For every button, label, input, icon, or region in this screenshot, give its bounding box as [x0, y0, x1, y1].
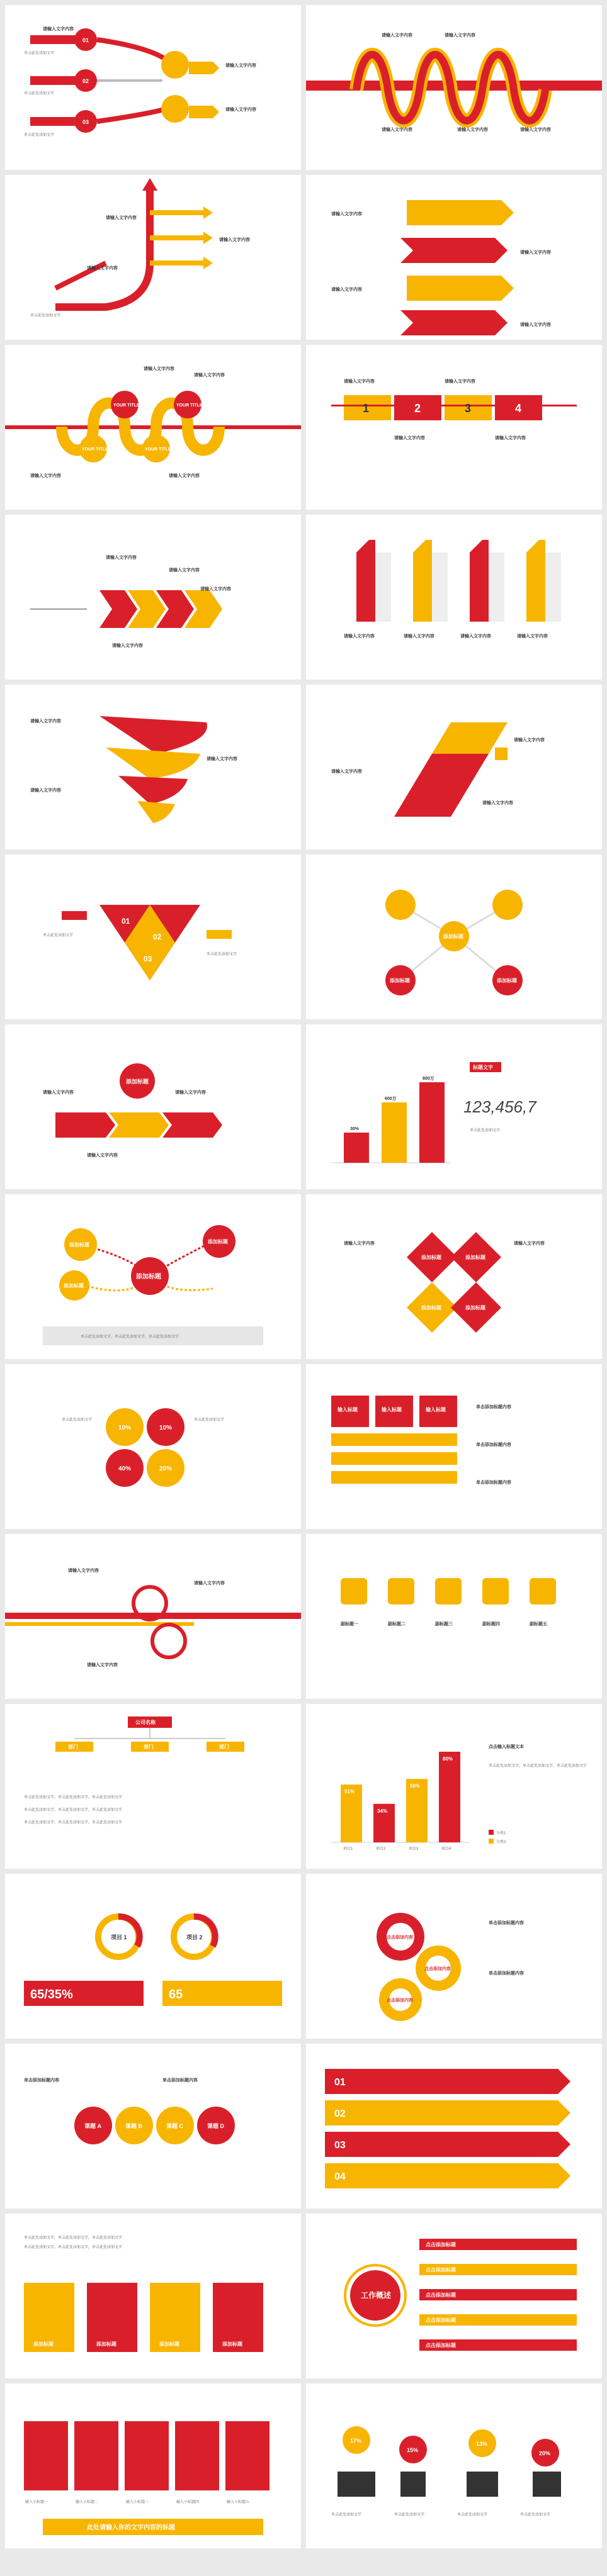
arrow-band-1	[407, 200, 514, 225]
heading-3: 请输入文字内容	[225, 108, 256, 112]
para-2	[413, 754, 489, 785]
arrow-band-2	[400, 238, 508, 263]
add-title-3: 添加标题	[421, 1305, 441, 1311]
add-title-2: 添加标题	[64, 1283, 84, 1289]
label-3: 输入小标题三	[126, 2500, 149, 2504]
body-2: 单击此处添加文字	[207, 953, 237, 956]
tag-1	[356, 540, 375, 622]
heading-4: 请输入文字内容	[517, 634, 548, 639]
slide-2[interactable]	[306, 5, 602, 170]
legend-1: 分类1	[496, 1832, 506, 1835]
num-04: 04	[334, 2171, 346, 2182]
heading-1: 请输入文字内容	[331, 212, 362, 216]
heading-1: 请输入文字内容	[43, 1090, 74, 1095]
input-title-3: 输入标题	[426, 1407, 446, 1413]
num-4: 4	[515, 402, 522, 415]
heading-3: 请输入文字内容	[460, 634, 491, 639]
circle-2	[492, 890, 523, 920]
pct-2: 65	[169, 1988, 183, 2002]
caption-1: 添加标题	[33, 2341, 54, 2347]
heading-1: 请输入文字内容	[344, 1241, 375, 1246]
num-02: 02	[82, 78, 89, 84]
slide-30[interactable]	[306, 2383, 602, 2548]
add-title-2: 添加标题	[465, 1255, 485, 1260]
slide-16[interactable]	[306, 1194, 602, 1359]
bar-4	[439, 1752, 460, 1842]
slide-26[interactable]	[306, 2044, 602, 2209]
bar-label-3: 800万	[423, 1077, 434, 1081]
heading-2: 请输入文字内容	[169, 568, 200, 573]
body-2: 单击此处添加文字	[394, 2513, 425, 2517]
bar-label-1: 51%	[344, 1789, 355, 1795]
device-icon-2	[400, 2472, 426, 2497]
slide-23[interactable]	[5, 1874, 301, 2039]
slide-27[interactable]	[5, 2214, 301, 2378]
bar-3	[419, 1082, 445, 1163]
label-4: 输入小标题四	[176, 2500, 200, 2504]
num-01: 01	[122, 917, 130, 926]
slide-10[interactable]	[306, 685, 602, 849]
bar-2	[382, 1102, 407, 1163]
slide-29[interactable]	[5, 2383, 301, 2548]
tag-3	[470, 540, 489, 622]
heading-3: 请输入文字内容	[87, 1663, 118, 1667]
donut-label-2: 项目 2	[186, 1934, 203, 1940]
slide-25[interactable]	[5, 2044, 301, 2209]
category-3: 项目3	[409, 1847, 419, 1851]
item-1: 副标题一	[341, 1622, 358, 1627]
slide-11[interactable]	[5, 854, 301, 1019]
center-label: 工作概述	[361, 2291, 392, 2300]
heading-1: 请输入文字内容	[30, 719, 61, 724]
item-5: 副标题五	[530, 1622, 547, 1627]
bar-1	[344, 1133, 369, 1163]
band-2	[325, 2100, 570, 2125]
yellow-circle-1	[161, 51, 189, 79]
row-2: 点击添加标题	[426, 2267, 456, 2273]
row-4: 点击添加标题	[426, 2317, 456, 2323]
main-arrow	[55, 188, 150, 307]
heading-1: 单击添加标题内容	[489, 1921, 524, 1925]
heading-1: 请输入文字内容	[68, 1569, 99, 1573]
arrow-band-4	[400, 310, 508, 335]
body-1: 单击此处添加文字	[62, 1418, 93, 1422]
wave-ribbon	[356, 55, 545, 121]
row-3: 点击添加标题	[426, 2292, 456, 2298]
caption-4: 添加标题	[222, 2341, 242, 2347]
category-4: 项目4	[441, 1847, 451, 1851]
body-2: 单击此处添加文字	[194, 1418, 225, 1422]
slide-21[interactable]	[5, 1704, 301, 1869]
slide-17[interactable]	[5, 1364, 301, 1529]
add-title-1: 添加标题	[421, 1255, 441, 1260]
body-3: 单击此处添加文字	[24, 133, 55, 137]
add-title: 添加标题	[126, 1078, 149, 1085]
slide-22[interactable]	[306, 1704, 602, 1869]
heading-2: 请输入文字内容	[514, 1241, 545, 1246]
heading-4: 请输入文字内容	[112, 644, 143, 648]
heading-3: 请输入文字内容	[87, 266, 118, 271]
pct-4: 20%	[159, 1465, 173, 1472]
heading-4: 请输入文字内容	[495, 436, 526, 440]
heading-2: 请输入文字内容	[225, 64, 256, 68]
num-02: 02	[153, 932, 162, 941]
body-3: 单击此处添加文字	[457, 2513, 488, 2517]
body-1: 单击此处添加文字	[24, 52, 55, 55]
pct-4: 20%	[539, 2450, 551, 2456]
body-4: 单击此处添加文字	[520, 2513, 551, 2517]
heading-d: 请输入文字内容	[457, 128, 488, 132]
slide-9[interactable]	[5, 685, 301, 849]
arrow-band-3	[407, 276, 514, 301]
num-2: 2	[414, 402, 421, 415]
body-1: 单击此处添加文字，单击此处添加文字，单击此处添加文字	[24, 1796, 123, 1800]
heading-2: 请输入文字内容	[175, 1090, 206, 1095]
label-2: 单击添加标题内容	[476, 1443, 511, 1447]
heading-3: 请输入文字内容	[30, 788, 61, 793]
legend-2: 分类2	[496, 1840, 506, 1844]
bar-label-1: 30%	[350, 1127, 360, 1131]
label-a: 课题 A	[84, 2123, 102, 2129]
item-2: 副标题二	[388, 1622, 406, 1627]
heading-3: 请输入文字内容	[394, 436, 425, 440]
your-title-2: YOUR TITLE	[176, 403, 203, 408]
bar-label-2: 600万	[385, 1097, 397, 1101]
add-title-4: 添加标题	[465, 1305, 485, 1311]
label-c: 课题 C	[166, 2123, 184, 2129]
label-1: 输入小标题一	[25, 2500, 48, 2504]
slide-4[interactable]	[306, 175, 602, 340]
donut-label-1: 项目 1	[111, 1934, 127, 1940]
body-1: 单击此处添加文字	[43, 934, 74, 938]
slide-5[interactable]	[5, 345, 301, 510]
input-title-2: 输入标题	[382, 1407, 402, 1413]
heading-c: 请输入文字内容	[382, 128, 412, 132]
body-1: 单击此处添加文字	[331, 2513, 362, 2517]
slide-3[interactable]	[5, 175, 301, 340]
label-3: 单击添加标题内容	[476, 1481, 511, 1485]
slide-15[interactable]	[5, 1194, 301, 1359]
slide-7[interactable]	[5, 515, 301, 680]
slide-12[interactable]	[306, 854, 602, 1019]
label-2: 输入小标题二	[76, 2500, 99, 2504]
heading-4: 请输入文字内容	[169, 474, 200, 478]
arrow-2	[109, 1112, 169, 1138]
heading-2: 请输入文字内容	[194, 373, 225, 378]
heading-1: 请输入文字内容	[344, 379, 375, 384]
col-3	[125, 2421, 169, 2490]
pct-2: 10%	[159, 1425, 173, 1431]
heading-3: 请输入文字内容	[331, 288, 362, 292]
heading-1: 请输入文字内容	[344, 634, 375, 639]
funnel-mid	[106, 748, 200, 779]
heading-3: 请输入文字内容	[200, 587, 231, 591]
body-1: 单击此处添加文字，单击此处添加文字，单击此处添加文字	[24, 2236, 123, 2240]
add-title-3: 添加标题	[208, 1239, 228, 1245]
category-2: 项目2	[376, 1847, 386, 1851]
footer-body: 单击此处添加文字，单击此处添加文字，单击此处添加文字	[81, 1335, 179, 1339]
pct-1: 65/35%	[30, 1988, 73, 2002]
big-number: 123,456,7	[463, 1097, 536, 1116]
pct-3: 40%	[118, 1465, 132, 1472]
heading-2: 请输入文字内容	[520, 250, 551, 255]
num-01: 01	[82, 37, 89, 43]
add-title-center: 添加标题	[443, 934, 463, 939]
device-icon-3	[467, 2472, 498, 2497]
heading-2: 请输入文字内容	[207, 757, 237, 761]
label-d: 课题 D	[207, 2123, 225, 2129]
body-3: 单击此处添加文字，单击此处添加文字，单击此处添加文字	[24, 1821, 123, 1825]
heading-3: 请输入文字内容	[87, 1153, 118, 1158]
arrow-1	[55, 1112, 115, 1138]
category-1: 项目1	[343, 1847, 353, 1851]
heading-2: 请输入文字内容	[194, 1581, 225, 1586]
slide-14[interactable]	[306, 1024, 602, 1189]
heading-1: 请输入文字内容	[144, 367, 174, 371]
ring-2	[152, 1625, 185, 1657]
num-03: 03	[144, 955, 152, 963]
slide-18[interactable]	[306, 1364, 602, 1529]
tag-2	[413, 540, 432, 622]
heading-b: 请输入文字内容	[445, 33, 475, 38]
body-1: 单击此处添加文字	[30, 314, 61, 318]
col-5	[225, 2421, 269, 2490]
chart-title: 点击输入标题文本	[489, 1745, 524, 1749]
bar-label-2: 34%	[377, 1808, 388, 1814]
funnel-low	[118, 776, 188, 804]
item-3: 副标题三	[435, 1622, 453, 1627]
heading-2: 请输入文字内容	[219, 238, 250, 242]
heading-1: 请输入文字内容	[106, 556, 137, 560]
row-5: 点击添加标题	[426, 2343, 456, 2348]
pct-1: 10%	[118, 1425, 132, 1431]
gear-text-1: 点击添加内容	[387, 1935, 413, 1940]
input-title-1: 输入标题	[338, 1407, 358, 1413]
num-03: 03	[334, 2140, 346, 2151]
heading-1: 请输入文字内容	[43, 27, 74, 31]
band-1	[325, 2069, 570, 2094]
row-1: 点击添加标题	[426, 2242, 456, 2248]
heading-3: 请输入文字内容	[482, 801, 513, 805]
icon-row	[341, 1578, 556, 1604]
num-3: 3	[465, 402, 472, 415]
pct-1: 17%	[350, 2438, 362, 2444]
body-1: 单击此处添加文字，单击此处添加文字，单击此处添加文字	[489, 1764, 587, 1768]
col-4	[175, 2421, 219, 2490]
body-2: 单击此处添加文字，单击此处添加文字，单击此处添加文字	[24, 1808, 123, 1812]
num-01: 01	[334, 2077, 346, 2088]
tag-label: 标题文字	[473, 1065, 493, 1070]
funnel-top	[99, 716, 207, 754]
funnel-bottom	[137, 801, 175, 823]
caption-2: 添加标题	[96, 2341, 116, 2347]
slide-1[interactable]	[5, 5, 301, 170]
num-1: 1	[363, 402, 370, 415]
para-3	[394, 785, 470, 817]
circle-1	[385, 890, 416, 920]
slide-24[interactable]	[306, 1874, 602, 2039]
heading-2: 请输入文字内容	[404, 634, 434, 639]
slide-28[interactable]	[306, 2214, 602, 2378]
slide-8[interactable]	[306, 515, 602, 680]
your-title-3: YOUR TITLE	[82, 447, 108, 452]
org-title: 公司名称	[135, 1720, 156, 1725]
label-b: 课题 B	[125, 2123, 143, 2129]
add-title-2: 添加标题	[497, 978, 517, 983]
col-2	[74, 2421, 118, 2490]
banner: 此处请输入你的文字内容的标题	[87, 2524, 175, 2531]
caption-3: 添加标题	[159, 2341, 179, 2347]
heading-1: 请输入文字内容	[514, 738, 545, 742]
heading-1: 单击添加标题内容	[24, 2078, 59, 2083]
heading-e: 请输入文字内容	[520, 128, 551, 132]
heading-3: 请输入文字内容	[30, 474, 61, 478]
add-title-1: 添加标题	[69, 1242, 89, 1248]
heading-1: 请输入文字内容	[106, 216, 137, 220]
stack-left	[30, 28, 219, 133]
gear-text-3: 点击添加内容	[387, 1998, 413, 2003]
org-box-1: 部门	[68, 1744, 78, 1750]
bar-chart	[331, 1076, 451, 1163]
pct-3: 13%	[476, 2441, 488, 2447]
heading-2: 单击添加标题内容	[162, 2078, 198, 2083]
device-icon-4	[533, 2472, 561, 2497]
slide-20[interactable]	[306, 1534, 602, 1699]
add-title-center: 添加标题	[136, 1274, 161, 1280]
body-1: 单击此处添加文字	[470, 1129, 501, 1133]
label-1: 单击添加标题内容	[476, 1405, 511, 1409]
body-2: 单击此处添加文字	[24, 92, 55, 96]
org-box-2: 部门	[144, 1744, 154, 1750]
bar-chart	[341, 1752, 460, 1851]
band-3	[325, 2132, 570, 2157]
your-title-4: YOUR TITLE	[145, 447, 171, 452]
num-02: 02	[334, 2108, 346, 2119]
heading-2: 请输入文字内容	[445, 379, 475, 384]
label-5: 输入小标题五	[227, 2500, 250, 2504]
slide-13[interactable]	[5, 1024, 301, 1189]
slide-6[interactable]	[306, 345, 602, 510]
heading-a: 请输入文字内容	[382, 33, 412, 38]
body-2: 单击此处添加文字，单击此处添加文字，单击此处添加文字	[24, 2246, 123, 2249]
num-03: 03	[82, 119, 89, 125]
heading-2: 单击添加标题内容	[489, 1971, 524, 1976]
band-4	[325, 2163, 570, 2188]
yellow-circle-2	[161, 95, 189, 123]
arrow-3	[162, 1112, 222, 1138]
bar-label-3: 56%	[410, 1783, 421, 1789]
heading-2: 请输入文字内容	[331, 770, 362, 774]
your-title-1: YOUR TITLE	[113, 403, 140, 408]
bar-label-4: 80%	[443, 1756, 453, 1762]
item-4: 副标题四	[482, 1622, 500, 1627]
add-title-1: 添加标题	[390, 978, 410, 983]
heading-4: 请输入文字内容	[520, 323, 551, 327]
tag-4	[526, 540, 545, 622]
slide-19[interactable]	[5, 1534, 301, 1699]
gear-text-2: 点击添加内容	[424, 1967, 451, 1971]
device-icon-1	[338, 2472, 375, 2497]
org-box-3: 部门	[219, 1744, 229, 1750]
col-1	[24, 2421, 68, 2490]
pct-2: 15%	[407, 2447, 419, 2453]
